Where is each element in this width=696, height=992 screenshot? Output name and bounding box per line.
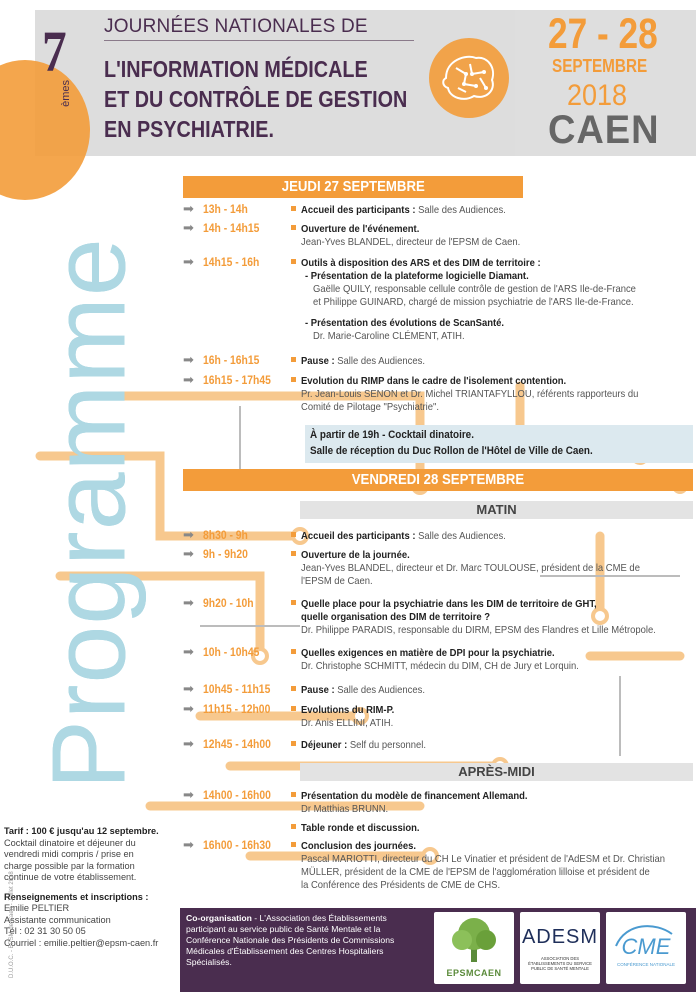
item-title: Quelle place pour la psychiatrie dans les DIM de territoire de GHT, — [301, 598, 597, 610]
item-title: quelle organisation des DIM de territoire ? — [301, 611, 491, 623]
item-detail: Salle des Audiences. — [415, 530, 506, 542]
item-time: 10h45 - 11h15 — [203, 684, 271, 696]
item-speaker: et Philippe GUINARD, chargé de mission psychiatrie de l'ARS Ile-de-France. — [313, 296, 634, 308]
item-title: Ouverture de l'événement. — [301, 223, 420, 235]
item-title: Evolution du RIMP dans le cadre de l'isolement contention. — [301, 375, 567, 387]
item-title: Pause : — [301, 684, 335, 696]
cme-logo-text: CME — [621, 934, 671, 959]
tarif-line: Cocktail dinatoire et déjeuner du — [4, 837, 136, 848]
item-time: 14h15 - 16h — [203, 257, 260, 269]
arrow-icon: ➡ — [183, 787, 194, 802]
cme-logo — [606, 912, 686, 984]
event-month: SEPTEMBRE — [552, 56, 648, 76]
item-title: Evolutions du RIM-P. — [301, 704, 395, 716]
bullet-icon — [291, 792, 296, 797]
item-time: 14h00 - 16h00 — [203, 790, 271, 802]
item-title: Conclusion des journées. — [301, 840, 417, 852]
contact-label: Renseignements et inscriptions : — [4, 891, 149, 902]
apres-midi-header: APRÈS-MIDI — [300, 763, 693, 781]
bullet-icon — [291, 377, 296, 382]
item-speaker: Pascal MARIOTTI, directeur du CH Le Vinatier et président de l'AdESM et Dr. Christian — [301, 853, 666, 865]
item-speaker: Pr. Jean-Louis SENON et Dr. Michel TRIANTAFYLLOU, référents rapporteurs du — [301, 388, 639, 400]
cocktail-box — [305, 425, 693, 463]
bullet-icon — [291, 225, 296, 230]
item-time: 10h - 10h45 — [203, 647, 260, 659]
bullet-icon — [291, 824, 296, 829]
arrow-icon: ➡ — [183, 220, 194, 235]
title-line1: JOURNÉES NATIONALES DE — [104, 16, 368, 37]
cocktail-location: Salle de réception du Duc Rollon de l'Hôtel de Ville de Caen. — [310, 445, 593, 457]
bullet-icon — [291, 741, 296, 746]
arrow-icon: ➡ — [183, 546, 194, 561]
item-speaker: Dr Matthias BRUNN. — [301, 803, 389, 815]
item-title: Table ronde et discussion. — [301, 822, 420, 834]
bullet-icon — [291, 259, 296, 264]
cocktail-title: - Cocktail dinatoire. — [379, 429, 474, 441]
item-title: Accueil des participants : — [301, 530, 416, 542]
credit-text: D.U.O.C. - EPSM de Caen - Juillet 2018 — [9, 871, 15, 978]
title-line4: EN PSYCHIATRIE. — [104, 116, 274, 142]
bullet-icon — [291, 551, 296, 556]
programme-vertical-title: Programme — [31, 237, 148, 790]
edition-suffix: èmes — [60, 80, 72, 107]
arrow-icon: ➡ — [183, 527, 194, 542]
item-speaker: Jean-Yves BLANDEL, directeur et Dr. Marc TOULOUSE, président de la CME de — [301, 562, 640, 574]
day2-band: VENDREDI 28 SEPTEMBRE — [183, 469, 693, 491]
item-title: Pause : — [301, 355, 335, 367]
item-title: Déjeuner : — [301, 739, 348, 751]
item-time: 16h00 - 16h30 — [203, 840, 271, 852]
cocktail-time: À partir de 19h — [310, 429, 380, 441]
arrow-icon: ➡ — [183, 701, 194, 716]
item-speaker: Dr. Philippe PARADIS, responsable du DIRM, EPSM des Flandres et Lille Métropole. — [301, 624, 656, 636]
arrow-icon: ➡ — [183, 352, 194, 367]
item-speaker: Dr. Marie-Caroline CLÉMENT, ATIH. — [313, 330, 465, 342]
item-detail: Self du personnel. — [347, 739, 427, 751]
edition-number: 7 — [42, 19, 67, 84]
item-time: 13h - 14h — [203, 204, 248, 216]
item-detail: Salle des Audiences. — [334, 355, 425, 367]
item-speaker: Jean-Yves BLANDEL, directeur de l'EPSM de Caen. — [301, 236, 521, 248]
item-time: 12h45 - 14h00 — [203, 739, 271, 751]
bullet-icon — [291, 600, 296, 605]
coorg-label: Co-organisation — [186, 913, 252, 923]
arrow-icon: ➡ — [183, 595, 194, 610]
item-time: 14h - 14h15 — [203, 223, 260, 235]
event-city: CAEN — [548, 108, 660, 152]
adesm-logo — [520, 912, 600, 984]
sub-item-title: - Présentation de la plateforme logicielle Diamant. — [305, 270, 529, 282]
title-rule — [104, 40, 414, 41]
arrow-icon: ➡ — [183, 254, 194, 269]
coorganisation-text — [186, 913, 426, 968]
arrow-icon: ➡ — [183, 201, 194, 216]
item-speaker: MÜLLER, président de la CME de l'EPSM de l'agglomération lilloise et président de — [301, 866, 650, 878]
event-year: 2018 — [567, 79, 628, 112]
tarif-line: continue de votre établissement. — [4, 872, 137, 882]
arrow-icon: ➡ — [183, 736, 194, 751]
cme-logo-subtitle: CONFÉRENCE NATIONALE — [617, 962, 675, 967]
item-time: 9h20 - 10h — [203, 598, 254, 610]
sub-item-title: - Présentation des évolutions de ScanSanté. — [305, 317, 505, 329]
arrow-icon: ➡ — [183, 837, 194, 852]
contact-name: Emilie PELTIER — [4, 903, 70, 913]
item-speaker: l'EPSM de Caen. — [301, 575, 373, 587]
epsm-logo-text: EPSMCAEN — [446, 968, 502, 978]
item-title: Quelles exigences en matière de DPI pour la psychiatrie. — [301, 647, 555, 659]
matin-header: MATIN — [300, 501, 693, 519]
adesm-logo-text: ADESM — [521, 926, 599, 948]
adesm-logo-subtitle: ASSOCIATION DES ÉTABLISSEMENTS DU SERVICE PUBLIC DE SANTÉ MENTALE — [528, 956, 592, 971]
item-time: 8h30 - 9h — [203, 530, 248, 542]
bullet-icon — [291, 649, 296, 654]
side-info — [4, 826, 176, 949]
bullet-icon — [291, 532, 296, 537]
item-speaker: Gaëlle QUILY, responsable cellule contrôle de gestion de l'ARS Ile-de-France — [313, 283, 636, 295]
item-time: 9h - 9h20 — [203, 549, 248, 561]
item-time: 11h15 - 12h00 — [203, 704, 271, 716]
tarif-label: Tarif : 100 € jusqu'au 12 septembre. — [4, 826, 159, 836]
item-speaker: Dr. Christophe SCHMITT, médecin du DIM, CH de Jury et Lorquin. — [301, 660, 579, 672]
bullet-icon — [291, 357, 296, 362]
item-detail: Salle des Audiences. — [415, 204, 506, 216]
item-title: Présentation du modèle de financement Allemand. — [301, 790, 528, 802]
contact-email[interactable]: Courriel : emilie.peltier@epsm-caen.fr — [4, 937, 159, 948]
item-title: Outils à disposition des ARS et des DIM de territoire : — [301, 257, 541, 269]
item-speaker: Comité de Pilotage "Psychiatrie". — [301, 401, 440, 413]
contact-phone: Tél : 02 31 30 50 05 — [4, 926, 86, 936]
tarif-line: charge possible par la formation — [4, 860, 135, 871]
title-line2: L'INFORMATION MÉDICALE — [104, 56, 368, 82]
bullet-icon — [291, 206, 296, 211]
day1-band: JEUDI 27 SEPTEMBRE — [183, 176, 523, 198]
item-speaker: Dr. Anis ELLINI, ATIH. — [301, 717, 394, 729]
epsm-caen-logo — [434, 912, 514, 984]
arrow-icon: ➡ — [183, 681, 194, 696]
tree-icon — [434, 912, 514, 970]
item-time: 16h15 - 17h45 — [203, 375, 271, 387]
bullet-icon — [291, 686, 296, 691]
item-time: 16h - 16h15 — [203, 355, 260, 367]
tarif-line: vendredi midi compris / prise en — [4, 849, 134, 859]
brain-icon — [436, 48, 502, 108]
contact-role: Assistante communication — [4, 914, 111, 925]
item-detail: Salle des Audiences. — [334, 684, 425, 696]
arrow-icon: ➡ — [183, 372, 194, 387]
arrow-icon: ➡ — [183, 644, 194, 659]
item-title: Ouverture de la journée. — [301, 549, 410, 561]
bullet-icon — [291, 706, 296, 711]
item-title: Accueil des participants : — [301, 204, 416, 216]
item-speaker: la Conférence des Présidents de CME de CHS. — [301, 879, 501, 891]
event-dates: 27 - 28 — [548, 10, 658, 58]
bullet-icon — [291, 842, 296, 847]
title-line3: ET DU CONTRÔLE DE GESTION — [104, 86, 408, 112]
coorg-body: - L'Association des Établissements participant au service public de Santé Mentale et la Conférence Nationale des Présidents de Commissions Médicales d'Établissement des Centres Hospitaliers Spécialisés. — [186, 913, 395, 967]
